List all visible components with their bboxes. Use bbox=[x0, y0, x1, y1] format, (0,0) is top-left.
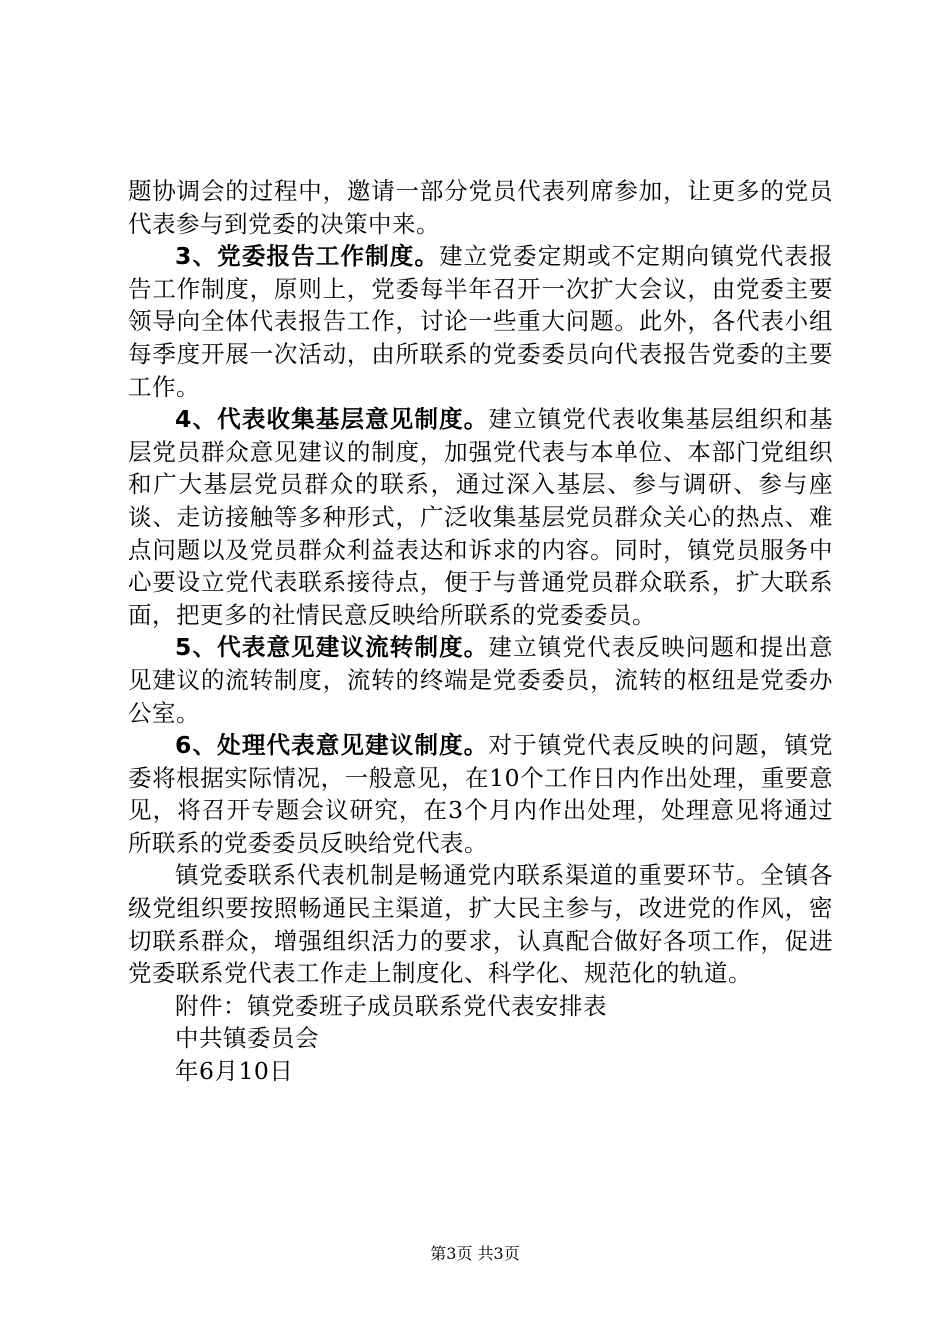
document-body bbox=[128, 175, 833, 1088]
paragraph-text: 对于镇党代表反映的问题，镇党委将根据实际情况，一般意见，在10个工作日内作出处理，重要意见，将召开专题会议研究，在3个月内作出处理，处理意见将通过所联系的党委委员反映给党代表。 bbox=[128, 731, 833, 857]
paragraph-opinion-transfer bbox=[128, 631, 833, 729]
paragraph-heading: 5、代表意见建议流转制度。 bbox=[175, 633, 489, 662]
paragraph-heading: 3、党委报告工作制度。 bbox=[175, 242, 440, 271]
page-footer bbox=[0, 1244, 950, 1264]
paragraph-collect-opinions bbox=[128, 403, 833, 631]
paragraph-heading: 4、代表收集基层意见制度。 bbox=[175, 405, 489, 434]
paragraph-text: 镇党委联系代表机制是畅通党内联系渠道的重要环节。全镇各级党组织要按照畅通民主渠道，扩大民主参与，改进党的作风，密切联系群众，增强组织活力的要求，认真配合做好各项工作，促进党委联系党代表工作走上制度化、科学化、规范化的轨道。 bbox=[128, 861, 833, 988]
paragraph-continuation bbox=[128, 175, 833, 240]
page-number: 第3页 共3页 bbox=[430, 1244, 520, 1263]
paragraph-heading: 6、处理代表意见建议制度。 bbox=[175, 731, 489, 760]
paragraph-report-system bbox=[128, 240, 833, 403]
paragraph-opinion-handling bbox=[128, 729, 833, 859]
date-line: 年6月10日 bbox=[175, 1057, 294, 1086]
paragraph-text: 建立党委定期或不定期向镇党代表报告工作制度，原则上，党委每半年召开一次扩大会议，由党委主要领导向全体代表报告工作，讨论一些重大问题。此外，各代表小组每季度开展一次活动，由所联系的党委委员向代表报告党委的主要工作。 bbox=[128, 242, 833, 401]
paragraph-conclusion bbox=[128, 859, 833, 989]
paragraph-text: 建立镇党代表反映问题和提出意见建议的流转制度，流转的终端是党委委员，流转的枢纽是党委办公室。 bbox=[128, 633, 833, 727]
signature-line: 中共镇委员会 bbox=[175, 1024, 319, 1053]
paragraph-text: 建立镇党代表收集基层组织和基层党员群众意见建议的制度，加强党代表与本单位、本部门党组织和广大基层党员群众的联系，通过深入基层、参与调研、参与座谈、走访接触等多种形式，广泛收集基层党员群众关心的热点、难点问题以及党员群众利益表达和诉求的内容。同时，镇党员服务中心要设立党代表联系接待点，便于与普通党员群众联系，扩大联系面，把更多的社情民意反映给所联系的党委委员。 bbox=[128, 405, 833, 629]
paragraph-text: 题协调会的过程中，邀请一部分党员代表列席参加，让更多的党员代表参与到党委的决策中来。 bbox=[128, 177, 833, 238]
attachment-line: 附件：镇党委班子成员联系党代表安排表 bbox=[175, 991, 607, 1020]
